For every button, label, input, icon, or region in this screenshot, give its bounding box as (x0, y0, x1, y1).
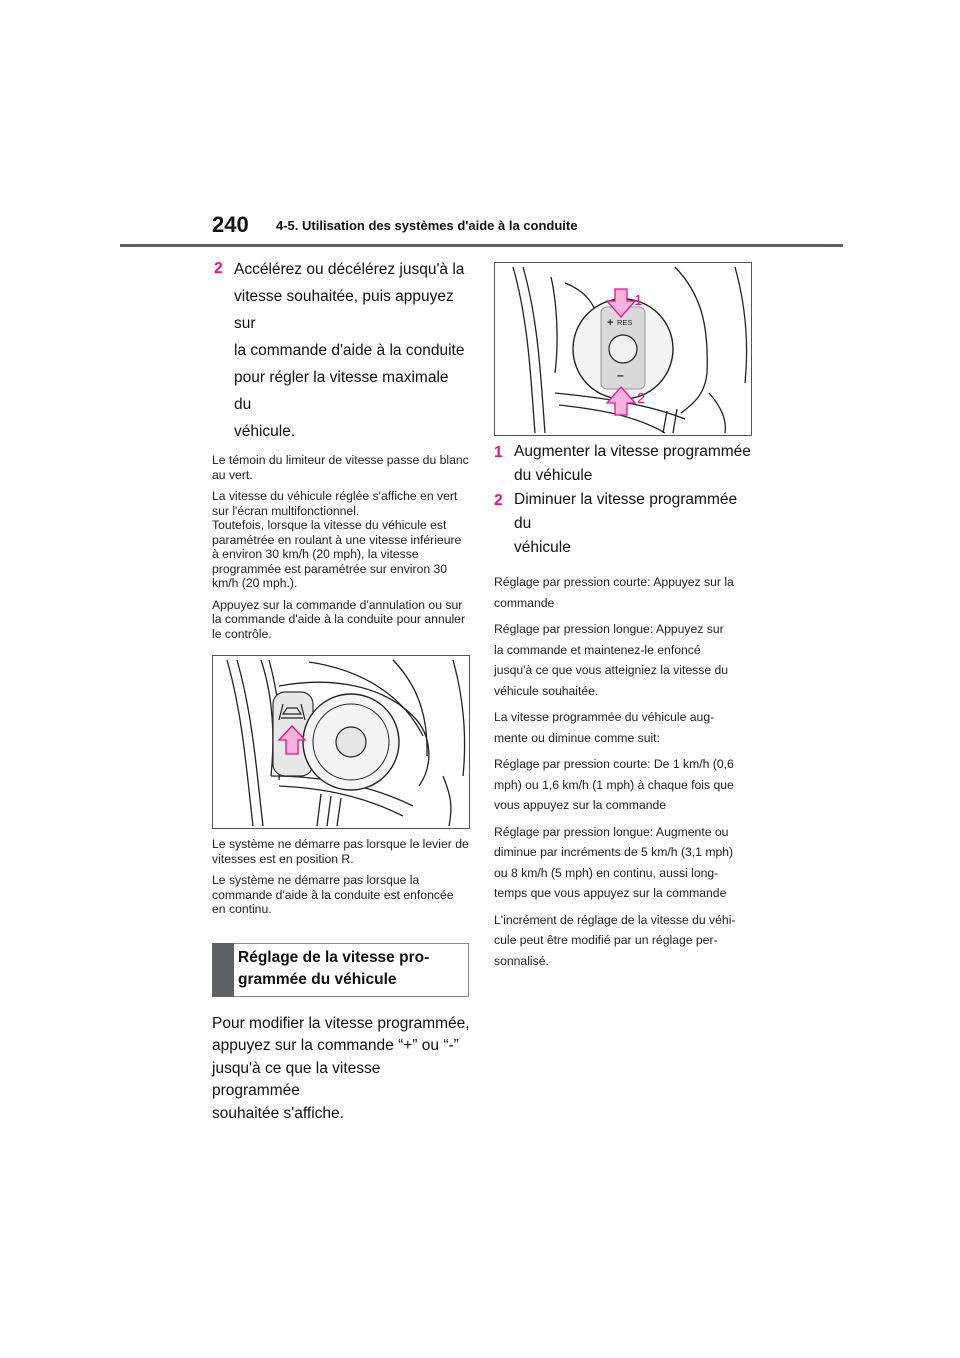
speed-switch-illustration (494, 262, 752, 436)
step-2 (494, 488, 752, 560)
instruction-paragraph: Pour modifier la vitesse programmée, appuyez sur la commande “+” ou “-” jusqu'à ce que la vitesse programmée souhaitée s'affiche. (212, 1014, 470, 1122)
right-column (494, 262, 752, 977)
notes-block-2 (212, 837, 470, 917)
header-rule (120, 244, 843, 247)
note: La vitesse du véhicule réglée s'affiche en vert sur l'écran multifonctionnel. (212, 489, 458, 518)
page-number: 240 (212, 212, 249, 237)
note: Appuyez sur la commande d'annulation ou sur la commande d'aide à la conduite pour annuler le contrôle. (212, 597, 466, 641)
page-header (0, 0, 960, 250)
step-2 (214, 256, 470, 445)
note: L'incrément de réglage de la vitesse du véhi- cule peut être modifié par un réglage per- sonnalisé. (494, 912, 736, 968)
note: Le système ne démarre pas lorsque le levier de vitesses est en position R. (212, 837, 469, 866)
step-number: 1 (494, 444, 503, 461)
step-number: 2 (214, 260, 223, 277)
callout-1: 1 (634, 292, 643, 309)
plus-label: + (607, 317, 614, 329)
step-text: Diminuer la vitesse programmée du véhicule (514, 491, 738, 556)
step-number: 2 (494, 492, 503, 509)
callout-2: 2 (637, 390, 646, 407)
res-label: RES (617, 318, 633, 327)
notes-block (212, 453, 470, 641)
note: La vitesse programmée du véhicule aug- mente ou diminue comme suit: (494, 710, 715, 745)
note: Réglage par pression longue: Augmente ou diminue par incréments de 5 km/h (3,1 mph) ou 8 km/h (5 mph) en continu, aussi long- temps que vous appuyez sur la commande (494, 824, 734, 900)
minus-label: – (617, 368, 624, 382)
note: Le témoin du limiteur de vitesse passe du blanc au vert. (212, 453, 469, 482)
section-title: 4-5. Utilisation des systèmes d'aide à la conduite (276, 218, 578, 233)
heading-text: Réglage de la vitesse pro- grammée du véhicule (238, 948, 430, 988)
heading-bar (212, 943, 234, 997)
section-heading (212, 943, 469, 997)
driving-support-switch-illustration (212, 655, 470, 829)
right-notes (494, 572, 752, 971)
note: Toutefois, lorsque la vitesse du véhicule est paramétrée en roulant à une vitesse inférieure à environ 30 km/h (20 mph), la vitesse programmée est paramétrée sur environ 30 km/h (20 mph.). (212, 518, 462, 590)
step-1 (494, 440, 752, 488)
note: Réglage par pression courte: Appuyez sur la commande (494, 575, 734, 610)
left-column (212, 256, 470, 1125)
note: Réglage par pression longue: Appuyez sur la commande et maintenez-le enfoncé jusqu'à ce que vous atteigniez la vitesse du véhicule souhaitée. (494, 622, 729, 698)
step-text: Augmenter la vitesse programmée du véhicule (514, 443, 751, 484)
note: Le système ne démarre pas lorsque la commande d'aide à la conduite est enfoncée en continu. (212, 873, 454, 916)
note: Réglage par pression courte: De 1 km/h (0,6 mph) ou 1,6 km/h (1 mph) à chaque fois que vous appuyez sur la commande (494, 757, 734, 812)
steps-list (494, 440, 752, 560)
step-text: Accélérez ou décélérez jusqu'à la vitesse souhaitée, puis appuyez sur la commande d'aide à la conduite pour régler la vitesse maximale du véhicule. (234, 261, 465, 440)
